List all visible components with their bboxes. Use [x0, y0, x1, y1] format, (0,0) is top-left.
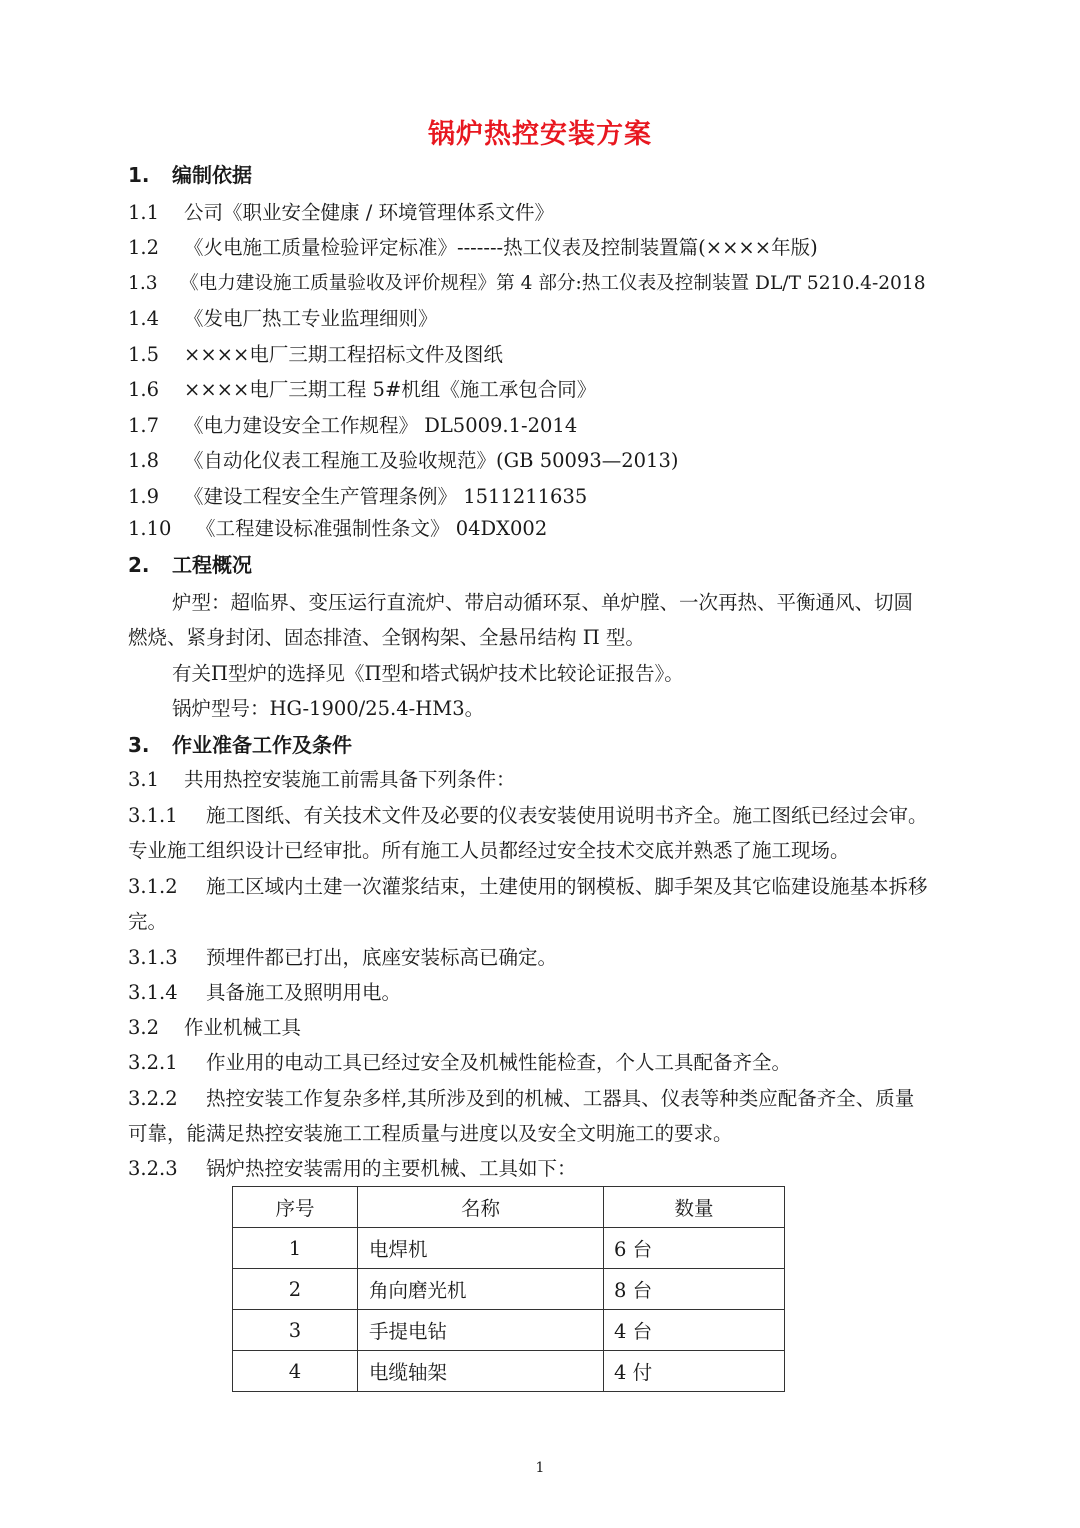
table-cell: 4 付 [604, 1351, 785, 1392]
table-cell: 1 [233, 1228, 358, 1269]
item-number: 3.1 [128, 768, 160, 791]
item-text: ××××电厂三期工程招标文件及图纸 [184, 343, 503, 366]
section-title: 编制依据 [172, 163, 252, 187]
list-item [128, 516, 1018, 542]
table-cell: 电焊机 [358, 1228, 604, 1269]
list-item [128, 803, 1018, 829]
table-cell: 角向磨光机 [358, 1269, 604, 1310]
item-text: 《发电厂热工专业监理细则》 [184, 307, 438, 330]
item-text: 热控安装工作复杂多样,其所涉及到的机械、工器具、仪表等种类应配备齐全、质量 [206, 1087, 915, 1110]
section-number: 3. [128, 733, 150, 757]
list-item [128, 1015, 1018, 1041]
item-number: 1.10 [128, 517, 172, 540]
column-header: 数量 [604, 1187, 785, 1228]
paragraph-line: 专业施工组织设计已经审批。所有施工人员都经过安全技术交底并熟悉了施工现场。 [128, 839, 850, 862]
item-text: ××××电厂三期工程 5#机组《施工承包合同》 [184, 378, 597, 401]
section-title: 作业准备工作及条件 [172, 733, 352, 757]
item-text: 公司《职业安全健康 / 环境管理体系文件》 [184, 201, 554, 224]
item-number: 3.1.3 [128, 946, 178, 969]
item-text: 施工区域内土建一次灌浆结束，土建使用的钢模板、脚手架及其它临建设施基本拆移 [206, 875, 928, 898]
item-number: 1.4 [128, 307, 160, 330]
table-cell: 8 台 [604, 1269, 785, 1310]
section-1-heading [128, 162, 1018, 188]
item-number: 1.3 [128, 273, 158, 294]
tools-table [232, 1186, 785, 1392]
list-item [128, 1086, 1018, 1112]
section-number: 2. [128, 553, 150, 577]
item-number: 1.9 [128, 485, 160, 508]
item-text: 《电力建设安全工作规程》 DL5009.1-2014 [184, 414, 578, 437]
item-text: 《工程建设标准强制性条文》 04DX002 [196, 517, 548, 540]
paragraph-line: 锅炉型号：HG-1900/25.4-HM3。 [172, 697, 485, 720]
section-2-heading [128, 552, 1018, 578]
table-cell: 手提电钻 [358, 1310, 604, 1351]
item-text: 预埋件都已打出，底座安装标高已确定。 [206, 946, 558, 969]
paragraph-line: 有关Π型炉的选择见《Π型和塔式锅炉技术比较论证报告》。 [172, 662, 684, 685]
section-number: 1. [128, 163, 150, 187]
page-title: 锅炉热控安装方案 [428, 119, 652, 150]
list-item [128, 1050, 1018, 1076]
item-number: 1.7 [128, 414, 160, 437]
column-header: 名称 [358, 1187, 604, 1228]
paragraph-line: 炉型：超临界、变压运行直流炉、带启动循环泵、单炉膛、一次再热、平衡通风、切圆 [172, 591, 914, 614]
item-text: 《电力建设施工质量验收及评价规程》第 4 部分:热工仪表及控制装置 DL/T 5210.4-2018 [180, 273, 926, 294]
page-number: 1 [535, 1460, 545, 1476]
item-number: 3.1.1 [128, 804, 178, 827]
section-3-heading [128, 732, 1018, 758]
item-text: 共用热控安装施工前需具备下列条件： [184, 768, 516, 791]
section-title: 工程概况 [172, 553, 252, 577]
list-item [128, 377, 1018, 403]
item-text: 《自动化仪表工程施工及验收规范》(GB 50093—2013) [184, 449, 679, 472]
table-row [233, 1269, 785, 1310]
list-item [128, 271, 1018, 297]
paragraph-line: 可靠，能满足热控安装施工工程质量与进度以及安全文明施工的要求。 [128, 1122, 733, 1145]
column-header: 序号 [233, 1187, 358, 1228]
item-text: 《建设工程安全生产管理条例》 1511211635 [184, 485, 588, 508]
item-text: 锅炉热控安装需用的主要机械、工具如下： [206, 1157, 577, 1180]
list-item [128, 980, 1018, 1006]
table-row [233, 1310, 785, 1351]
table-row [233, 1228, 785, 1269]
table-header-row [233, 1187, 785, 1228]
list-item [128, 484, 1018, 510]
list-item [128, 306, 1018, 332]
table-cell: 4 台 [604, 1310, 785, 1351]
table-cell: 2 [233, 1269, 358, 1310]
paragraph-line: 燃烧、紧身封闭、固态排渣、全钢构架、全悬吊结构 Π 型。 [128, 626, 645, 649]
item-number: 1.2 [128, 236, 160, 259]
list-item [128, 413, 1018, 439]
table-row [233, 1351, 785, 1392]
item-number: 3.2.2 [128, 1087, 178, 1110]
list-item [128, 448, 1018, 474]
item-number: 1.1 [128, 201, 160, 224]
item-number: 3.2.1 [128, 1051, 178, 1074]
item-number: 3.2.3 [128, 1157, 178, 1180]
list-item [128, 1156, 1018, 1182]
item-number: 1.8 [128, 449, 160, 472]
list-item [128, 342, 1018, 368]
item-number: 3.1.2 [128, 875, 178, 898]
table-cell: 电缆轴架 [358, 1351, 604, 1392]
item-text: 施工图纸、有关技术文件及必要的仪表安装使用说明书齐全。施工图纸已经过会审。 [206, 804, 928, 827]
item-text: 作业用的电动工具已经过安全及机械性能检查，个人工具配备齐全。 [206, 1051, 792, 1074]
item-text: 作业机械工具 [184, 1016, 302, 1039]
list-item [128, 200, 1018, 226]
list-item [128, 874, 1018, 900]
item-number: 1.6 [128, 378, 160, 401]
item-text: 《火电施工质量检验评定标准》-------热工仪表及控制装置篇(××××年版) [184, 236, 818, 259]
item-text: 具备施工及照明用电。 [206, 981, 402, 1004]
table-cell: 3 [233, 1310, 358, 1351]
list-item [128, 945, 1018, 971]
item-number: 1.5 [128, 343, 160, 366]
paragraph-line: 完。 [128, 910, 168, 933]
item-number: 3.2 [128, 1016, 160, 1039]
table-cell: 4 [233, 1351, 358, 1392]
item-number: 3.1.4 [128, 981, 178, 1004]
table-cell: 6 台 [604, 1228, 785, 1269]
list-item [128, 767, 1018, 793]
list-item [128, 235, 1018, 261]
